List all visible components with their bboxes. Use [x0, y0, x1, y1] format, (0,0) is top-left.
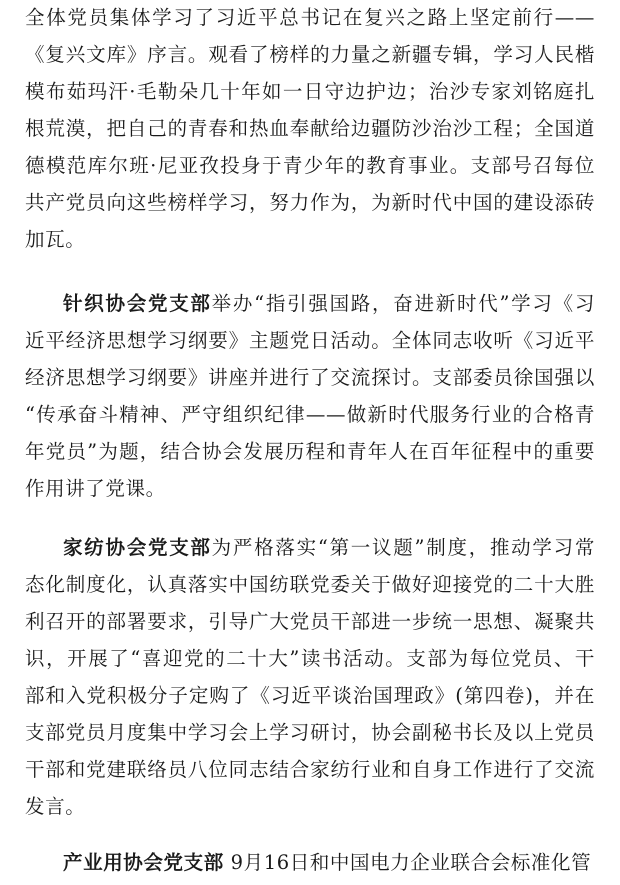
body-text-line: 近平经济思想学习纲要》主题党日活动。全体同志收听《习近平: [25, 329, 595, 352]
body-text: 为严格落实“第一议题”制度，推动学习常: [211, 536, 595, 559]
body-text-line: 模布茹玛汗·毛勒朵几十年如一日守边护边；治沙专家刘铭庭扎: [25, 80, 595, 103]
paragraph-first-line: [63, 530, 595, 566]
paragraph-first-line: [63, 286, 595, 322]
body-text-line: 根荒漠，把自己的青春和热血奉献给边疆防沙治沙工程；全国道: [25, 117, 595, 140]
body-text-line: 加瓦。: [25, 228, 86, 251]
body-text-line: 全体党员集体学习了习近平总书记在复兴之路上坚定前行——: [25, 6, 595, 29]
paragraph-lead-heading: 针织协会党支部: [63, 292, 212, 315]
paragraph-first-line: [63, 845, 595, 881]
body-text-line: 《复兴文库》序言。观看了榜样的力量之新疆专辑，学习人民楷: [25, 43, 595, 66]
body-text: 举办“指引强国路，奋进新时代”学习《习: [211, 292, 595, 315]
body-text-line: 干部和党建联络员八位同志结合家纺行业和自身工作进行了交流: [25, 758, 595, 781]
body-text-line: 支部党员月度集中学习会上学习研讨，协会副秘书长及以上党员: [25, 721, 595, 744]
body-text-line: 发言。: [25, 795, 86, 818]
body-text-line: 部和入党积极分子定购了《习近平谈治国理政》(第四卷)，并在: [25, 684, 595, 707]
body-text-line: 作用讲了党课。: [25, 477, 166, 500]
body-text-line: 德模范库尔班·尼亚孜投身于青少年的教育事业。支部号召每位: [25, 154, 595, 177]
body-text-line: 识，开展了“喜迎党的二十大”读书活动。支部为每位党员、干: [25, 647, 595, 670]
body-text-line: 年党员”为题，结合协会发展历程和青年人在百年征程中的重要: [25, 440, 595, 463]
body-text-line: 共产党员向这些榜样学习，努力作为，为新时代中国的建设添砖: [25, 191, 595, 214]
body-text-line: 利召开的部署要求，引导广大党员干部进一步统一思想、凝聚共: [25, 610, 595, 633]
paragraph-lead-heading: 家纺协会党支部: [63, 536, 212, 559]
body-text-line: “传承奋斗精神、严守组织纪律——做新时代服务行业的合格青: [25, 403, 595, 426]
body-text-line: 态化制度化，认真落实中国纺联党委关于做好迎接党的二十大胜: [25, 573, 595, 596]
body-text: 9月16日和中国电力企业联合会标准化管: [223, 851, 592, 874]
body-text-line: 经济思想学习纲要》讲座并进行了交流探讨。支部委员徐国强以: [25, 366, 595, 389]
paragraph-lead-heading: 产业用协会党支部: [63, 851, 224, 874]
